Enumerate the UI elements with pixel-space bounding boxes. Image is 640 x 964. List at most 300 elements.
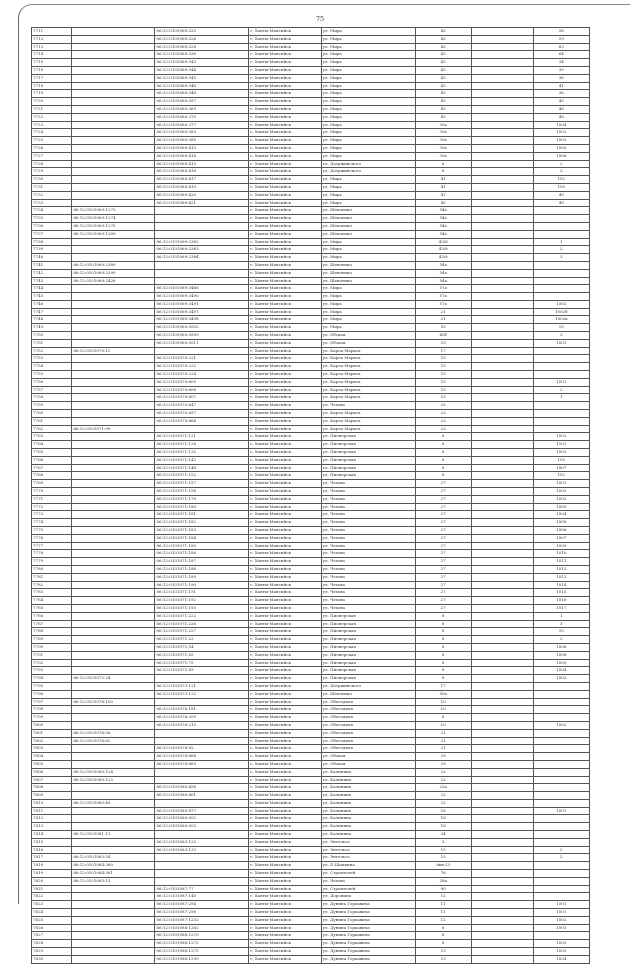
row-number-cell: 7786 [32, 612, 72, 620]
row-number-cell: 7724 [32, 129, 72, 137]
row-number-cell: 7732 [32, 191, 72, 199]
street-cell: ул. Чехова [321, 550, 415, 558]
premises-cadastral-number-cell: 86:12:0101069:385 [155, 137, 249, 145]
building-cell [471, 737, 533, 745]
row-number-cell: 7777 [32, 542, 72, 550]
house-number-cell: 16 [415, 815, 471, 823]
table-row [32, 909, 590, 917]
street-cell: ул. Строителей [321, 870, 415, 878]
street-cell: ул. Пионерская [321, 643, 415, 651]
table-row [32, 433, 590, 441]
land-cadastral-number-cell [72, 168, 155, 176]
land-cadastral-number-cell [72, 581, 155, 589]
row-number-cell: 7771 [32, 495, 72, 503]
row-number-cell: 7731 [32, 183, 72, 191]
premises-cadastral-number-cell: 86:12:0101071:183 [155, 527, 249, 535]
building-cell [471, 799, 533, 807]
house-number-cell: 8 [415, 643, 471, 651]
city-cell: г. Ханты-Мансийск [249, 815, 321, 823]
city-cell: г. Ханты-Мансийск [249, 35, 321, 43]
street-cell: ул. Карла Маркса [321, 363, 415, 371]
city-cell: г. Ханты-Мансийск [249, 768, 321, 776]
land-cadastral-number-cell [72, 433, 155, 441]
street-cell: ул. Шевченко [321, 690, 415, 698]
street-cell: ул. Обская [321, 332, 415, 340]
row-number-cell: 7742 [32, 269, 72, 277]
house-number-cell: 43 [415, 66, 471, 74]
house-number-cell: 54а [415, 207, 471, 215]
apartment-number-cell: 1006 [533, 152, 589, 160]
street-cell: ул. Мира [321, 137, 415, 145]
premises-cadastral-number-cell [155, 675, 249, 683]
house-number-cell: 13 [415, 955, 471, 963]
city-cell: г. Ханты-Мансийск [249, 417, 321, 425]
table-row [32, 371, 590, 379]
building-cell [471, 456, 533, 464]
apartment-number-cell: 64 [533, 51, 589, 59]
premises-cadastral-number-cell: 86:12:0101078:868 [155, 753, 249, 761]
apartment-number-cell: 1002 [533, 495, 589, 503]
street-cell: ул. Шевченко [321, 230, 415, 238]
apartment-number-cell [533, 714, 589, 722]
table-row [32, 230, 590, 238]
land-cadastral-number-cell [72, 753, 155, 761]
table-row [32, 464, 590, 472]
premises-cadastral-number-cell: 86:12:0101069:328 [155, 43, 249, 51]
apartment-number-cell: 102 [533, 472, 589, 480]
apartment-number-cell: 1004 [533, 121, 589, 129]
building-cell [471, 589, 533, 597]
street-cell: ул. Мира [321, 238, 415, 246]
land-cadastral-number-cell [72, 449, 155, 457]
apartment-number-cell: 41 [533, 82, 589, 90]
apartment-number-cell: 36 [533, 90, 589, 98]
land-cadastral-number-cell [72, 667, 155, 675]
row-number-cell: 7721 [32, 105, 72, 113]
building-cell [471, 152, 533, 160]
row-number-cell: 7720 [32, 98, 72, 106]
street-cell: ул. Мира [321, 74, 415, 82]
premises-cadastral-number-cell: 86:12:0101069:3502 [155, 324, 249, 332]
row-number-cell: 7809 [32, 792, 72, 800]
land-cadastral-number-cell [72, 846, 155, 854]
city-cell: г. Ханты-Мансийск [249, 293, 321, 301]
city-cell: г. Ханты-Мансийск [249, 534, 321, 542]
row-number-cell: 7807 [32, 776, 72, 784]
street-cell: ул. Дунина Горкавича [321, 940, 415, 948]
apartment-number-cell [533, 222, 589, 230]
street-cell: ул. Энгельса [321, 854, 415, 862]
street-cell: ул. Дунина Горкавича [321, 948, 415, 956]
apartment-number-cell [533, 363, 589, 371]
house-number-cell: 10 [415, 721, 471, 729]
city-cell: г. Ханты-Мансийск [249, 854, 321, 862]
apartment-number-cell: 2 [533, 386, 589, 394]
city-cell: г. Ханты-Мансийск [249, 441, 321, 449]
apartment-number-cell: 1015 [533, 589, 589, 597]
apartment-number-cell: 1001 [533, 924, 589, 932]
street-cell: ул. Мира [321, 300, 415, 308]
city-cell: г. Ханты-Мансийск [249, 254, 321, 262]
apartment-number-cell: 1002 [533, 916, 589, 924]
house-number-cell: 21 [415, 308, 471, 316]
building-cell [471, 246, 533, 254]
premises-cadastral-number-cell: 86:12:0101071:75 [155, 659, 249, 667]
premises-cadastral-number-cell: 86:12:0101080:461 [155, 792, 249, 800]
land-cadastral-number-cell [72, 152, 155, 160]
building-cell [471, 792, 533, 800]
house-number-cell: 57а [415, 285, 471, 293]
apartment-number-cell: 1008 [533, 519, 589, 527]
row-number-cell: 7822 [32, 893, 72, 901]
house-number-cell: 8 [415, 667, 471, 675]
land-cadastral-number-cell [72, 417, 155, 425]
house-number-cell: 27 [415, 597, 471, 605]
row-number-cell: 7781 [32, 573, 72, 581]
street-cell: ул. Дунина Горкавича [321, 901, 415, 909]
house-number-cell: 15 [415, 378, 471, 386]
building-cell [471, 339, 533, 347]
house-number-cell: 43/8 [415, 246, 471, 254]
premises-cadastral-number-cell: 86:12:0101071:128 [155, 441, 249, 449]
house-number-cell: 27 [415, 558, 471, 566]
table-row [32, 441, 590, 449]
premises-cadastral-number-cell: 86:12:0101069:325 [155, 28, 249, 36]
building-cell [471, 768, 533, 776]
premises-cadastral-number-cell: 86:12:0101069:369 [155, 105, 249, 113]
city-cell: г. Ханты-Мансийск [249, 565, 321, 573]
row-number-cell: 7713 [32, 43, 72, 51]
city-cell: г. Ханты-Мансийск [249, 386, 321, 394]
premises-cadastral-number-cell [155, 698, 249, 706]
house-number-cell: 27 [415, 542, 471, 550]
row-number-cell: 7718 [32, 82, 72, 90]
building-cell [471, 729, 533, 737]
street-cell: ул. Пионерская [321, 456, 415, 464]
table-row [32, 90, 590, 98]
apartment-number-cell [533, 417, 589, 425]
premises-cadastral-number-cell: 86:12:0101071:121 [155, 433, 249, 441]
row-number-cell: 7794 [32, 675, 72, 683]
street-cell: ул. Мира [321, 82, 415, 90]
building-cell [471, 215, 533, 223]
table-row [32, 948, 590, 956]
building-cell [471, 527, 533, 535]
house-number-cell: 27 [415, 519, 471, 527]
premises-cadastral-number-cell: 86:12:0101069:419 [155, 183, 249, 191]
premises-cadastral-number-cell: 86:12:0101087:298 [155, 909, 249, 917]
table-row [32, 495, 590, 503]
land-cadastral-number-cell: 86:12:0101069:2426 [72, 277, 155, 285]
table-row [32, 815, 590, 823]
apartment-number-cell: 3 [533, 254, 589, 262]
land-cadastral-number-cell [72, 43, 155, 51]
table-row [32, 183, 590, 191]
premises-cadastral-number-cell: 86:12:0101069:2382 [155, 238, 249, 246]
premises-cadastral-number-cell: 86:12:0101071:222 [155, 612, 249, 620]
building-cell [471, 511, 533, 519]
building-cell [471, 745, 533, 753]
premises-cadastral-number-cell: 86:12:0101071:148 [155, 464, 249, 472]
apartment-number-cell: 1005 [533, 144, 589, 152]
land-cadastral-number-cell [72, 604, 155, 612]
row-number-cell: 7776 [32, 534, 72, 542]
city-cell: г. Ханты-Мансийск [249, 456, 321, 464]
street-cell: ул. Карла Маркса [321, 347, 415, 355]
land-cadastral-number-cell [72, 355, 155, 363]
house-number-cell: 15 [415, 854, 471, 862]
apartment-number-cell: 1005 [533, 659, 589, 667]
register-body [32, 28, 590, 964]
land-cadastral-number-cell [72, 176, 155, 184]
table-row [32, 207, 590, 215]
city-cell: г. Ханты-Мансийск [249, 51, 321, 59]
building-cell [471, 628, 533, 636]
land-cadastral-number-cell [72, 838, 155, 846]
house-number-cell: 21 [415, 316, 471, 324]
premises-cadastral-number-cell: 86:12:0101069:326 [155, 35, 249, 43]
table-row [32, 597, 590, 605]
row-number-cell: 7738 [32, 238, 72, 246]
apartment-number-cell: 10 [533, 324, 589, 332]
row-number-cell: 7775 [32, 527, 72, 535]
street-cell: ул. П.Шапкина [321, 862, 415, 870]
premises-cadastral-number-cell: 86:12:0101076:215 [155, 721, 249, 729]
city-cell: г. Ханты-Мансийск [249, 877, 321, 885]
table-row [32, 862, 590, 870]
apartment-number-cell: 1001 [533, 901, 589, 909]
premises-cadastral-number-cell: 86:12:0101071:190 [155, 581, 249, 589]
land-cadastral-number-cell [72, 651, 155, 659]
land-cadastral-number-cell: 86:12:0101080:49 [72, 799, 155, 807]
apartment-number-cell [533, 285, 589, 293]
street-cell: ул. Объездная [321, 737, 415, 745]
premises-cadastral-number-cell: 86:12:0101071:192 [155, 597, 249, 605]
street-cell: ул. Пионерская [321, 628, 415, 636]
city-cell: г. Ханты-Мансийск [249, 183, 321, 191]
street-cell: ул. Калинина [321, 799, 415, 807]
premises-cadastral-number-cell: 86:12:0101069:3509 [155, 332, 249, 340]
house-number-cell: 27 [415, 488, 471, 496]
table-row [32, 355, 590, 363]
apartment-number-cell: 1002в [533, 316, 589, 324]
premises-cadastral-number-cell: 86:12:0101071:55 [155, 651, 249, 659]
street-cell: ул. Мира [321, 113, 415, 121]
row-number-cell: 7791 [32, 651, 72, 659]
building-cell [471, 35, 533, 43]
land-cadastral-number-cell [72, 324, 155, 332]
city-cell: г. Ханты-Мансийск [249, 66, 321, 74]
house-number-cell: 22 [415, 792, 471, 800]
row-number-cell: 7753 [32, 355, 72, 363]
building-cell [471, 667, 533, 675]
city-cell: г. Ханты-Мансийск [249, 558, 321, 566]
land-cadastral-number-cell [72, 28, 155, 36]
table-row [32, 168, 590, 176]
city-cell: г. Ханты-Мансийск [249, 464, 321, 472]
apartment-number-cell: 1007 [533, 464, 589, 472]
apartment-number-cell: 1007 [533, 534, 589, 542]
row-number-cell: 7726 [32, 144, 72, 152]
building-cell [471, 168, 533, 176]
building-cell [471, 659, 533, 667]
land-cadastral-number-cell [72, 815, 155, 823]
table-row [32, 721, 590, 729]
table-row [32, 955, 590, 963]
row-number-cell: 7784 [32, 597, 72, 605]
building-cell [471, 612, 533, 620]
table-row [32, 160, 590, 168]
land-cadastral-number-cell [72, 51, 155, 59]
row-number-cell: 7764 [32, 441, 72, 449]
street-cell: ул. Дунина Горкавича [321, 955, 415, 963]
row-number-cell: 7787 [32, 620, 72, 628]
table-row [32, 854, 590, 862]
apartment-number-cell [533, 784, 589, 792]
apartment-number-cell [533, 776, 589, 784]
house-number-cell: 15 [415, 371, 471, 379]
house-number-cell: 43 [415, 51, 471, 59]
city-cell: г. Ханты-Мансийск [249, 737, 321, 745]
apartment-number-cell: 2 [533, 246, 589, 254]
premises-cadastral-number-cell: 86:12:0101069:416 [155, 168, 249, 176]
premises-cadastral-number-cell [155, 768, 249, 776]
premises-cadastral-number-cell [155, 870, 249, 878]
city-cell: г. Ханты-Мансийск [249, 199, 321, 207]
premises-cadastral-number-cell: 86:12:0101076:209 [155, 714, 249, 722]
land-cadastral-number-cell [72, 82, 155, 90]
city-cell: г. Ханты-Мансийск [249, 168, 321, 176]
building-cell [471, 503, 533, 511]
premises-cadastral-number-cell: 86:12:0101069:343 [155, 59, 249, 67]
apartment-number-cell [533, 682, 589, 690]
apartment-number-cell: 1009 [533, 542, 589, 550]
premises-cadastral-number-cell: 86:12:0101069:3490 [155, 293, 249, 301]
city-cell: г. Ханты-Мансийск [249, 246, 321, 254]
street-cell: ул. Шевченко [321, 215, 415, 223]
city-cell: г. Ханты-Мансийск [249, 893, 321, 901]
street-cell: ул. Чехова [321, 402, 415, 410]
table-row [32, 293, 590, 301]
row-number-cell: 7759 [32, 402, 72, 410]
apartment-number-cell: 103 [533, 183, 589, 191]
building-cell [471, 893, 533, 901]
land-cadastral-number-cell [72, 932, 155, 940]
land-cadastral-number-cell: 86:12:0101081:11 [72, 831, 155, 839]
apartment-number-cell: 102 [533, 176, 589, 184]
land-cadastral-number-cell: 86:12:0101084:361 [72, 870, 155, 878]
table-row [32, 870, 590, 878]
premises-cadastral-number-cell: 86:12:0101070:647 [155, 402, 249, 410]
building-cell [471, 636, 533, 644]
land-cadastral-number-cell [72, 441, 155, 449]
table-row [32, 472, 590, 480]
land-cadastral-number-cell [72, 823, 155, 831]
city-cell: г. Ханты-Мансийск [249, 129, 321, 137]
house-number-cell: 13 [415, 948, 471, 956]
row-number-cell: 7813 [32, 823, 72, 831]
row-number-cell: 7785 [32, 604, 72, 612]
table-row [32, 277, 590, 285]
apartment-number-cell [533, 425, 589, 433]
land-cadastral-number-cell [72, 659, 155, 667]
apartment-number-cell: 1016 [533, 597, 589, 605]
building-cell [471, 238, 533, 246]
premises-cadastral-number-cell: 86:12:0101071:226 [155, 620, 249, 628]
street-cell: ул. Пионерская [321, 636, 415, 644]
building-cell [471, 285, 533, 293]
house-number-cell: 22 [415, 799, 471, 807]
house-number-cell: 16 [415, 807, 471, 815]
row-number-cell: 7829 [32, 948, 72, 956]
street-cell: ул. Дунина Горкавича [321, 932, 415, 940]
table-row [32, 191, 590, 199]
table-row [32, 456, 590, 464]
premises-cadastral-number-cell: 86:12:0101080:503 [155, 823, 249, 831]
premises-cadastral-number-cell: 86:12:0101088:1290 [155, 955, 249, 963]
house-number-cell: 41 [415, 183, 471, 191]
building-cell [471, 690, 533, 698]
apartment-number-cell: 1013 [533, 573, 589, 581]
city-cell: г. Ханты-Мансийск [249, 636, 321, 644]
land-cadastral-number-cell: 86:12:0101069:2389 [72, 261, 155, 269]
street-cell: ул. Чехова [321, 503, 415, 511]
land-cadastral-number-cell: 86:12:0101080:125 [72, 776, 155, 784]
land-cadastral-number-cell: 86:12:0101072:24 [72, 675, 155, 683]
row-number-cell: 7793 [32, 667, 72, 675]
house-number-cell: 43 [415, 74, 471, 82]
city-cell: г. Ханты-Мансийск [249, 339, 321, 347]
table-row [32, 51, 590, 59]
table-row [32, 410, 590, 418]
street-cell: ул. Мира [321, 308, 415, 316]
table-row [32, 74, 590, 82]
row-number-cell: 7820 [32, 877, 72, 885]
apartment-number-cell: 105 [533, 456, 589, 464]
land-cadastral-number-cell [72, 527, 155, 535]
row-number-cell: 7737 [32, 230, 72, 238]
table-row [32, 823, 590, 831]
city-cell: г. Ханты-Мансийск [249, 285, 321, 293]
building-cell [471, 760, 533, 768]
house-number-cell: 21 [415, 745, 471, 753]
apartment-number-cell [533, 293, 589, 301]
city-cell: г. Ханты-Мансийск [249, 823, 321, 831]
apartment-number-cell: 1002 [533, 721, 589, 729]
street-cell: ул. Чехова [321, 565, 415, 573]
premises-cadastral-number-cell [155, 799, 249, 807]
row-number-cell: 7806 [32, 768, 72, 776]
apartment-number-cell: 1017 [533, 604, 589, 612]
apartment-number-cell [533, 753, 589, 761]
house-number-cell: 27 [415, 573, 471, 581]
city-cell: г. Ханты-Мансийск [249, 511, 321, 519]
row-number-cell: 7789 [32, 636, 72, 644]
table-row [32, 589, 590, 597]
row-number-cell: 7734 [32, 207, 72, 215]
street-cell: ул. Шевченко [321, 277, 415, 285]
city-cell: г. Ханты-Мансийск [249, 924, 321, 932]
land-cadastral-number-cell [72, 916, 155, 924]
street-cell: ул. Мира [321, 66, 415, 74]
premises-cadastral-number-cell: 86:12:0101069:336 [155, 51, 249, 59]
building-cell [471, 160, 533, 168]
table-row [32, 386, 590, 394]
house-number-cell: 16 [415, 823, 471, 831]
land-cadastral-number-cell [72, 534, 155, 542]
row-number-cell: 7761 [32, 417, 72, 425]
city-cell: г. Ханты-Мансийск [249, 433, 321, 441]
